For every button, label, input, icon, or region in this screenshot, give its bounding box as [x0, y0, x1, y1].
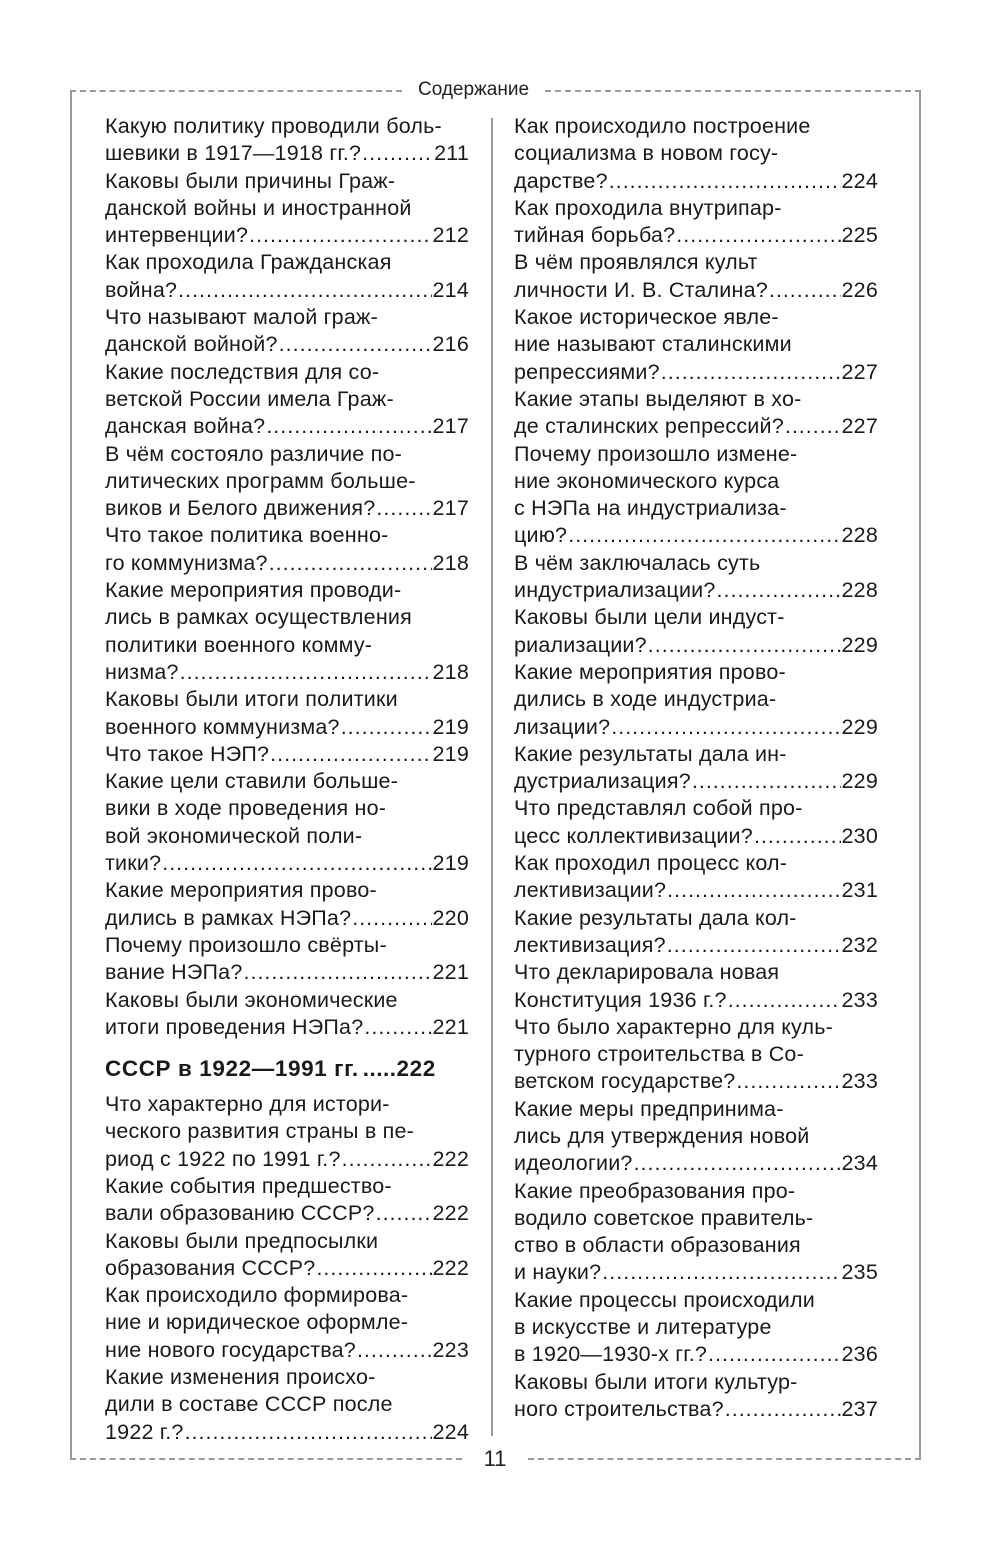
toc-entry-title-line: низма?: [105, 659, 179, 684]
toc-entry-last-line: [514, 1150, 878, 1177]
toc-entry-title-line: идеологии?: [514, 1151, 633, 1176]
toc-entry-title-line: дились в рамках НЭПа?: [105, 905, 352, 930]
toc-entry[interactable]: [514, 1096, 878, 1178]
toc-entry-title-line: Что характерно для истори-: [105, 1092, 390, 1117]
toc-entry-title-line: ние и юридическое оформле-: [105, 1310, 409, 1335]
toc-page-number: 219: [432, 714, 469, 739]
toc-page-number: 212: [432, 223, 469, 248]
toc-entry-last-line: [105, 659, 469, 686]
toc-entry[interactable]: [105, 1173, 469, 1228]
toc-entry[interactable]: [514, 1287, 878, 1369]
toc-entry-last-line: [105, 959, 469, 986]
section-heading-title: СССР в 1922—1991 гг.: [105, 1056, 359, 1082]
toc-page-number: 223: [432, 1337, 469, 1362]
toc-entry[interactable]: [105, 741, 469, 768]
dot-leader: [352, 905, 431, 932]
toc-page-number: 218: [432, 550, 469, 575]
toc-entry-title-line: вали образованию СССР?: [105, 1201, 375, 1226]
toc-entry-title-line: Какие цели ставили больше-: [105, 769, 399, 794]
toc-entry-title-line: Какие мероприятия прово-: [105, 878, 377, 903]
toc-entry-last-line: [105, 1146, 469, 1173]
toc-entry-last-line: [514, 877, 878, 904]
toc-entry-last-line: [105, 140, 469, 167]
toc-entry-title-line: Как происходило построение: [514, 114, 811, 138]
toc-entry-title-line: цию?: [514, 523, 568, 548]
toc-page-number: 234: [841, 1151, 878, 1176]
toc-entry[interactable]: [105, 1228, 469, 1283]
toc-entry-title-line: В чём состояло различие по-: [105, 441, 402, 466]
toc-entry-title-line: данской войной?: [105, 332, 278, 357]
dot-leader: [342, 1146, 432, 1173]
toc-entry[interactable]: [105, 1364, 469, 1446]
dot-leader: [266, 413, 431, 440]
toc-entry-title-line: Какие изменения происхо-: [105, 1365, 376, 1390]
dot-leader: [185, 1419, 432, 1446]
toc-page-number: 224: [841, 168, 878, 193]
dot-leader: [357, 1337, 432, 1364]
toc-entry-last-line: [514, 168, 878, 195]
dot-leader: [341, 714, 432, 741]
toc-entry-last-line: [514, 522, 878, 549]
toc-entry-title-line: риод с 1922 по 1991 г.?: [105, 1146, 341, 1171]
toc-entry-title-line: Какие мероприятия проводи-: [105, 578, 402, 603]
dot-leader: [676, 222, 840, 249]
toc-entry-title-line: военного коммунизма?: [105, 714, 340, 739]
toc-entry[interactable]: [105, 686, 469, 741]
toc-entry[interactable]: [105, 249, 469, 304]
toc-entry-title-line: лись для утверждения новой: [514, 1123, 810, 1148]
toc-entry[interactable]: [514, 659, 878, 741]
toc-entry[interactable]: [105, 1091, 469, 1173]
toc-entry-title-line: вание НЭПа?: [105, 960, 243, 985]
toc-entry-title-line: ческого развития страны в пе-: [105, 1119, 415, 1144]
toc-entry-title-line: шевики в 1917—1918 гг.?: [105, 141, 362, 166]
toc-entry-last-line: [514, 222, 878, 249]
section-heading-page: 222: [396, 1056, 436, 1082]
toc-entry-title-line: вики в ходе проведения но-: [105, 796, 387, 821]
toc-entry-title-line: и науки?: [514, 1260, 602, 1285]
toc-entry[interactable]: [514, 195, 878, 250]
toc-entry[interactable]: [105, 932, 469, 987]
toc-entry[interactable]: [105, 359, 469, 441]
toc-entry-title-line: Что представлял собой про-: [514, 796, 803, 821]
frame-left-border: [70, 90, 72, 1458]
dot-leader: [692, 768, 841, 795]
frame-right-border: [919, 90, 921, 1458]
toc-entry[interactable]: [514, 905, 878, 960]
toc-entry-last-line: [105, 1419, 469, 1446]
toc-entry-last-line: [105, 222, 469, 249]
toc-entry[interactable]: [105, 441, 469, 523]
toc-entry-title-line: политики военного комму-: [105, 632, 373, 657]
toc-entry-title-line: Как проходила Гражданская: [105, 250, 392, 275]
toc-entry[interactable]: [105, 168, 469, 250]
toc-page-number: 228: [841, 578, 878, 603]
toc-entry-last-line: [514, 359, 878, 386]
dot-leader: [728, 987, 841, 1014]
toc-entry-title-line: Что называют малой граж-: [105, 305, 378, 330]
toc-page-number: 221: [432, 1014, 469, 1039]
toc-entry-title-line: данской войны и иностранной: [105, 195, 412, 220]
toc-entry-last-line: [105, 1200, 469, 1227]
toc-entry-title-line: тики?: [105, 851, 162, 876]
toc-page-number: 233: [841, 987, 878, 1012]
toc-entry[interactable]: [514, 249, 878, 304]
toc-entry[interactable]: [514, 795, 878, 850]
toc-entry-title-line: в искусстве и литературе: [514, 1315, 772, 1340]
toc-entry-last-line: [514, 1259, 878, 1286]
toc-entry-last-line: [105, 905, 469, 932]
toc-entry-title-line: Конституция 1936 г.?: [514, 987, 727, 1012]
dot-leader: [376, 495, 431, 522]
toc-entry-title-line: ветском государстве?: [514, 1069, 736, 1094]
dot-leader: [362, 140, 433, 167]
toc-entry-title-line: тийная борьба?: [514, 223, 676, 248]
toc-entry-last-line: [514, 714, 878, 741]
toc-entry-title-line: Что декларировала новая: [514, 960, 780, 985]
toc-page-number: 227: [841, 414, 878, 439]
toc-entry-title-line: дились в ходе индустриа-: [514, 687, 777, 712]
toc-entry-last-line: [105, 741, 469, 768]
dot-leader: [180, 659, 432, 686]
toc-entry-title-line: Как проходил процесс кол-: [514, 851, 788, 876]
dot-leader: [270, 741, 431, 768]
toc-entry-title-line: личности И. В. Сталина?: [514, 277, 768, 302]
toc-entry-last-line: [514, 1396, 878, 1423]
dot-leader: [376, 1200, 432, 1227]
toc-entry-title-line: Каковы были итоги политики: [105, 687, 398, 712]
toc-entry-last-line: [514, 1341, 878, 1368]
toc-page-number: 222: [432, 1146, 469, 1171]
toc-page-number: 219: [432, 741, 469, 766]
frame-top-dashed-right: [545, 90, 921, 92]
toc-page-number: 222: [432, 1201, 469, 1226]
toc-entry[interactable]: [514, 604, 878, 659]
toc-entry-last-line: [514, 277, 878, 304]
toc-page-number: 217: [432, 414, 469, 439]
dot-leader: [667, 877, 840, 904]
toc-entry-title-line: Каковы были экономические: [105, 987, 398, 1012]
toc-entry-title-line: интервенции?: [105, 223, 249, 248]
toc-entry-title-line: го коммунизма?: [105, 550, 268, 575]
toc-entry-title-line: В чём проявлялся культ: [514, 250, 758, 275]
toc-entry-last-line: [105, 1255, 469, 1282]
frame-bottom-dashed-right: [528, 1458, 921, 1460]
toc-page-number: 227: [841, 359, 878, 384]
dot-leader: [725, 1396, 841, 1423]
toc-entry-title-line: литических программ больше-: [105, 468, 416, 493]
toc-entry-title-line: Что такое НЭП?: [105, 741, 270, 766]
toc-entry-title-line: дустриализация?: [514, 769, 691, 794]
toc-page-number: 221: [432, 960, 469, 985]
toc-entry-title-line: В чём заключалась суть: [514, 550, 761, 575]
toc-page-number: 229: [841, 769, 878, 794]
toc-page-number: 211: [434, 141, 469, 166]
dot-leader: [648, 632, 841, 659]
toc-entry[interactable]: [514, 113, 878, 195]
dot-leader: [279, 331, 432, 358]
dot-leader: [178, 277, 431, 304]
toc-right-column: [514, 113, 878, 1423]
toc-entry-title-line: цесс коллективизации?: [514, 823, 753, 848]
toc-entry[interactable]: [514, 441, 878, 550]
toc-entry[interactable]: [514, 741, 878, 796]
toc-entry-title-line: дарстве?: [514, 168, 608, 193]
toc-entry-title-line: Почему произошло свёрты-: [105, 932, 387, 957]
toc-page-number: 235: [841, 1260, 878, 1285]
toc-entry-title-line: данская война?: [105, 414, 266, 439]
toc-page-number: 229: [841, 714, 878, 739]
toc-entry-title-line: лись в рамках осуществления: [105, 605, 412, 630]
toc-entry-last-line: [514, 768, 878, 795]
toc-entry-title-line: водило советское правитель-: [514, 1205, 814, 1230]
toc-entry-last-line: [514, 932, 878, 959]
toc-entry-title-line: Как происходило формирова-: [105, 1283, 409, 1308]
dot-leader: [602, 1259, 840, 1286]
toc-entry[interactable]: [105, 304, 469, 359]
toc-entry-title-line: турного строительства в Со-: [514, 1042, 804, 1067]
toc-entry-last-line: [105, 1337, 469, 1364]
toc-entry-title-line: Какое историческое явле-: [514, 305, 779, 330]
toc-page-number: 219: [432, 851, 469, 876]
dot-leader: [754, 823, 841, 850]
toc-entry[interactable]: [105, 1282, 469, 1364]
toc-entry-title-line: Какие меры предпринима-: [514, 1096, 784, 1121]
toc-entry[interactable]: [514, 959, 878, 1014]
toc-entry-last-line: [514, 1068, 878, 1095]
toc-page-number: 228: [841, 523, 878, 548]
toc-entry-title-line: вой экономической поли-: [105, 823, 363, 848]
toc-entry[interactable]: [514, 1369, 878, 1424]
toc-page-number: 220: [432, 905, 469, 930]
toc-page-number: 222: [432, 1255, 469, 1280]
dot-leader: [249, 222, 431, 249]
toc-entry-title-line: Какие события предшество-: [105, 1173, 392, 1198]
frame-bottom-dashed-left: [70, 1458, 462, 1460]
toc-entry-last-line: [514, 987, 878, 1014]
page-number: 11: [483, 1446, 507, 1471]
toc-entry-title-line: ние называют сталинскими: [514, 332, 792, 357]
toc-entry[interactable]: [514, 1014, 878, 1096]
toc-entry-last-line: [105, 1014, 469, 1041]
toc-entry-title-line: с НЭПа на индустриализа-: [514, 496, 787, 521]
toc-entry-title-line: Каковы были итоги культур-: [514, 1369, 798, 1394]
toc-entry[interactable]: [105, 877, 469, 932]
toc-entry-title-line: ство в области образования: [514, 1233, 801, 1258]
dot-leader: [162, 850, 431, 877]
dot-leader: [609, 168, 841, 195]
toc-entry-title-line: Почему произошло измене-: [514, 441, 798, 466]
dot-leader: [769, 277, 841, 304]
toc-entry-title-line: Какие результаты дала ин-: [514, 741, 787, 766]
toc-entry[interactable]: [514, 304, 878, 386]
section-heading[interactable]: [105, 1055, 469, 1083]
toc-entry-title-line: Какие результаты дала кол-: [514, 905, 797, 930]
toc-entry-title-line: лективизация?: [514, 932, 666, 957]
toc-entry-title-line: Как проходила внутрипар-: [514, 195, 782, 220]
dot-leader: [736, 1068, 840, 1095]
toc-page-number: 224: [432, 1419, 469, 1444]
toc-entry-title-line: Каковы были цели индуст-: [514, 605, 785, 630]
toc-page-number: 230: [841, 823, 878, 848]
frame-top-dashed-left: [70, 90, 402, 92]
toc-entry-last-line: [105, 714, 469, 741]
dot-leader: [244, 959, 432, 986]
toc-page-number: 236: [841, 1342, 878, 1367]
toc-entry-title-line: Что такое политика военно-: [105, 523, 389, 548]
toc-entry[interactable]: [105, 577, 469, 686]
toc-entry[interactable]: [514, 1178, 878, 1287]
toc-entry-last-line: [105, 850, 469, 877]
dot-leader: [316, 1255, 431, 1282]
dot-leader: [708, 1341, 840, 1368]
toc-page-number: 232: [841, 932, 878, 957]
toc-entry-last-line: [514, 413, 878, 440]
toc-entry-title-line: Что было характерно для куль-: [514, 1014, 834, 1039]
toc-entry-last-line: [105, 550, 469, 577]
toc-entry-title-line: Каковы были предпосылки: [105, 1228, 379, 1253]
toc-entry-title-line: Какие процессы происходили: [514, 1287, 815, 1312]
toc-entry-title-line: ветской России имела Граж-: [105, 386, 394, 411]
toc-page-number: 214: [432, 277, 469, 302]
toc-entry-title-line: дили в составе СССР после: [105, 1392, 393, 1417]
toc-entry-title-line: Каковы были причины Граж-: [105, 168, 396, 193]
dot-leader: [785, 413, 841, 440]
toc-entry-title-line: ного строительства?: [514, 1396, 724, 1421]
toc-left-column: [105, 113, 469, 1446]
toc-entry-title-line: в 1920—1930-х гг.?: [514, 1342, 708, 1367]
toc-page-number: 216: [432, 332, 469, 357]
toc-entry-title-line: социализма в новом госу-: [514, 141, 779, 166]
toc-entry-title-line: Какие мероприятия прово-: [514, 659, 786, 684]
toc-entry-last-line: [514, 632, 878, 659]
toc-entry-title-line: 1922 г.?: [105, 1419, 184, 1444]
toc-page-number: 229: [841, 632, 878, 657]
dot-leader: [363, 1055, 397, 1083]
toc-entry[interactable]: [514, 850, 878, 905]
toc-page-number: 225: [841, 223, 878, 248]
toc-entry-title-line: виков и Белого движения?: [105, 496, 376, 521]
toc-entry[interactable]: [105, 987, 469, 1042]
toc-entry-last-line: [105, 413, 469, 440]
dot-leader: [269, 550, 432, 577]
toc-entry[interactable]: [105, 113, 469, 168]
toc-entry-title-line: лизации?: [514, 714, 611, 739]
toc-entry[interactable]: [105, 768, 469, 877]
toc-entry-title-line: Какую политику проводили боль-: [105, 114, 442, 138]
toc-entry-last-line: [514, 823, 878, 850]
toc-entry-title-line: Какие этапы выделяют в хо-: [514, 386, 802, 411]
toc-page-number: 226: [841, 277, 878, 302]
dot-leader: [611, 714, 840, 741]
toc-entry-last-line: [105, 331, 469, 358]
toc-entry[interactable]: [105, 522, 469, 577]
toc-entry-title-line: Какие преобразования про-: [514, 1178, 796, 1203]
dot-leader: [364, 1014, 431, 1041]
toc-entry-title-line: де сталинских репрессий?: [514, 414, 784, 439]
toc-entry-title-line: репрессиями?: [514, 359, 660, 384]
toc-entry-title-line: лективизации?: [514, 878, 667, 903]
toc-entry-title-line: итоги проведения НЭПа?: [105, 1014, 364, 1039]
dot-leader: [661, 359, 841, 386]
dot-leader: [634, 1150, 841, 1177]
toc-entry[interactable]: [514, 386, 878, 441]
toc-page-number: 233: [841, 1069, 878, 1094]
toc-entry-title-line: война?: [105, 277, 178, 302]
toc-entry-title-line: образования СССР?: [105, 1255, 316, 1280]
dot-leader: [667, 932, 841, 959]
toc-entry-title-line: ние нового государства?: [105, 1337, 356, 1362]
toc-page-number: 237: [841, 1396, 878, 1421]
toc-page-number: 217: [432, 496, 469, 521]
toc-entry-last-line: [105, 495, 469, 522]
toc-page-number: 218: [432, 659, 469, 684]
toc-entry-last-line: [514, 577, 878, 604]
toc-entry-last-line: [105, 277, 469, 304]
toc-page-number: 231: [841, 878, 878, 903]
toc-entry-title-line: Какие последствия для со-: [105, 359, 380, 384]
dot-leader: [568, 522, 840, 549]
toc-entry[interactable]: [514, 550, 878, 605]
running-header: Содержание: [417, 79, 530, 100]
column-divider: [491, 118, 493, 1436]
toc-entry-title-line: индустриализации?: [514, 578, 716, 603]
toc-entry-title-line: ние экономического курса: [514, 468, 780, 493]
toc-entry-title-line: риализации?: [514, 632, 647, 657]
dot-leader: [717, 577, 841, 604]
